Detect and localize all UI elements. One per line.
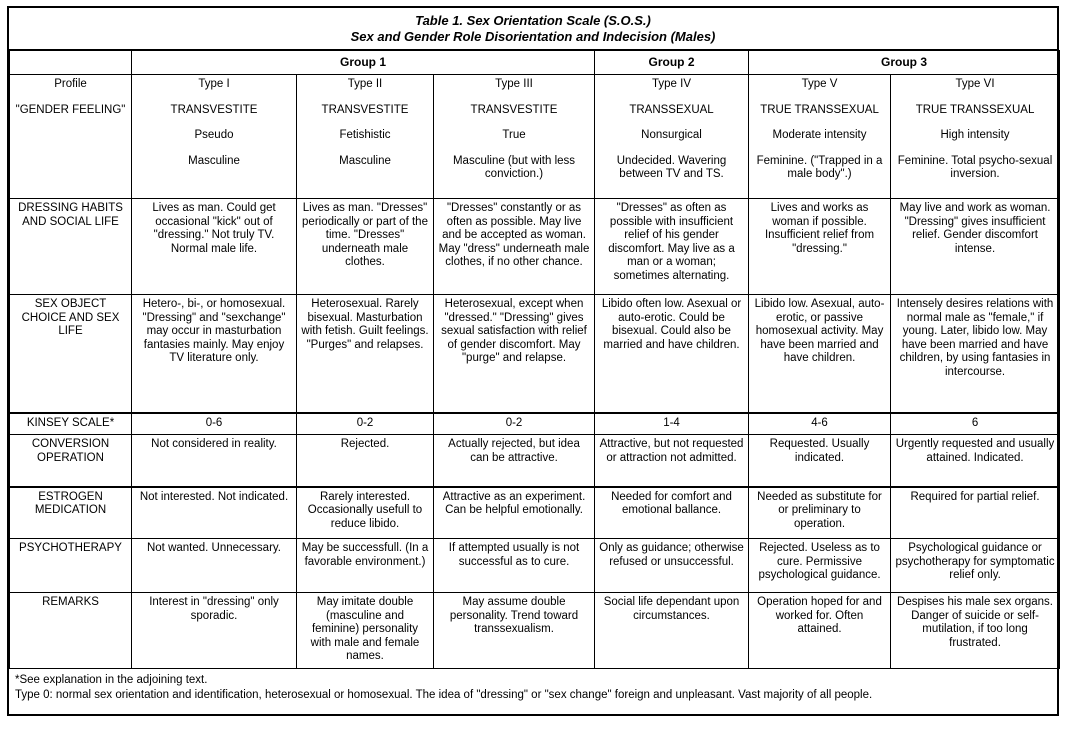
- profile-cell-type1: [132, 75, 297, 199]
- type-header: Type I: [198, 78, 230, 90]
- type-feeling: Masculine: [339, 154, 391, 167]
- footnote-line-1: *See explanation in the adjoining text.: [15, 674, 208, 686]
- table-cell: May imitate double (masculine and feminine) personality with male and female names.: [297, 593, 434, 669]
- type-feeling: Masculine: [188, 154, 240, 167]
- row-label: KINSEY SCALE*: [10, 413, 132, 435]
- table-cell: Not wanted. Unnecessary.: [132, 539, 297, 593]
- profile-cell-type5: [749, 75, 891, 199]
- table-cell: "Dresses" constantly or as often as possible. May live and be accepted as woman. May "dress" underneath male clothes, if no other chance.: [434, 199, 595, 295]
- table-cell: 4-6: [749, 413, 891, 435]
- table-cell: May be successfull. (In a favorable environment.): [297, 539, 434, 593]
- table-title-block: [9, 8, 1057, 50]
- type-subtype: Nonsurgical: [641, 129, 702, 141]
- type-feeling: Masculine (but with less conviction.): [452, 154, 576, 180]
- table-cell: Lives as man. "Dresses" periodically or part of the time. "Dresses" underneath male clothes.: [297, 199, 434, 295]
- table-cell: Despises his male sex organs. Danger of suicide or self-mutilation, if too long frustrated.: [891, 593, 1060, 669]
- table-cell: 0-2: [297, 413, 434, 435]
- table-cell: Libido low. Asexual, auto-erotic, or passive homosexual activity. May have been married and have children.: [749, 295, 891, 413]
- table-row-psychotherapy: [10, 539, 1060, 593]
- type-header: Type II: [347, 78, 383, 90]
- type-subtype: High intensity: [940, 129, 1010, 141]
- corner-cell: [10, 51, 132, 75]
- group-header-row: [10, 51, 1060, 75]
- footnote-block: [9, 669, 1057, 714]
- table-cell: "Dresses" as often as possible with insufficient relief of his gender discomfort. May live as a man or a woman; sometimes alternating.: [595, 199, 749, 295]
- table-cell: Heterosexual, except when "dressed." "Dressing" gives sexual satisfaction with relief of gender discomfort. May "purge" and relapse.: [434, 295, 595, 413]
- table-cell: Interest in "dressing" only sporadic.: [132, 593, 297, 669]
- table-cell: Needed for comfort and emotional ballance.: [595, 487, 749, 539]
- profile-cell-type6: [891, 75, 1060, 199]
- type-subtype: True: [502, 129, 526, 141]
- type-subtype: Fetishistic: [339, 129, 391, 141]
- type-header: Type IV: [652, 78, 692, 90]
- type-feeling: Feminine. ("Trapped in a male body".): [756, 154, 883, 180]
- table-cell: Attractive, but not requested or attraction not admitted.: [595, 435, 749, 487]
- type-subtype: Moderate intensity: [772, 129, 867, 141]
- table-cell: 6: [891, 413, 1060, 435]
- table-cell: 0-6: [132, 413, 297, 435]
- table-cell: Urgently requested and usually attained. Indicated.: [891, 435, 1060, 487]
- profile-cell-type3: [434, 75, 595, 199]
- table-cell: Rejected.: [297, 435, 434, 487]
- table-cell: Needed as substitute for or preliminary to operation.: [749, 487, 891, 539]
- footnote-line-2: Type 0: normal sex orientation and identification, heterosexual or homosexual. The idea of "dressing" or "sex change" foreign and unpleasant. Vast majority of all people.: [15, 689, 873, 701]
- group-header-1: Group 1: [132, 51, 595, 75]
- profile-cell-type2: [297, 75, 434, 199]
- type-category: TRANSVESTITE: [321, 103, 409, 116]
- sos-table: [9, 50, 1060, 669]
- row-label: ESTROGEN MEDICATION: [10, 487, 132, 539]
- table-cell: Requested. Usually indicated.: [749, 435, 891, 487]
- row-label-profile: [10, 75, 132, 199]
- table-row-sex-object: [10, 295, 1060, 413]
- group-header-3: Group 3: [749, 51, 1060, 75]
- table-cell: Lives and works as woman if possible. Insufficient relief from "dressing.": [749, 199, 891, 295]
- profile-label-line1: Profile: [54, 78, 87, 90]
- profile-label-line2: "GENDER FEELING": [15, 103, 126, 116]
- table-cell: Heterosexual. Rarely bisexual. Masturbation with fetish. Guilt feelings. "Purges" and relapses.: [297, 295, 434, 413]
- type-category: TRANSSEXUAL: [629, 103, 714, 116]
- type-category: TRANSVESTITE: [170, 103, 258, 116]
- group-header-2: Group 2: [595, 51, 749, 75]
- table-cell: Required for partial relief.: [891, 487, 1060, 539]
- table-row-estrogen-medication: [10, 487, 1060, 539]
- table-cell: Rarely interested. Occasionally usefull to reduce libido.: [297, 487, 434, 539]
- table-cell: 0-2: [434, 413, 595, 435]
- table-cell: Psychological guidance or psychotherapy for symptomatic relief only.: [891, 539, 1060, 593]
- row-label: PSYCHOTHERAPY: [10, 539, 132, 593]
- type-category: TRUE TRANSSEXUAL: [760, 103, 879, 116]
- table-cell: Social life dependant upon circumstances.: [595, 593, 749, 669]
- type-header: Type III: [495, 78, 533, 90]
- sos-table-frame: [7, 6, 1059, 716]
- table-cell: Libido often low. Asexual or auto-erotic. Could be bisexual. Could also be married and have children.: [595, 295, 749, 413]
- table-cell: Attractive as an experiment. Can be helpful emotionally.: [434, 487, 595, 539]
- type-header: Type V: [801, 78, 838, 90]
- table-cell: 1-4: [595, 413, 749, 435]
- table-cell: Only as guidance; otherwise refused or unsuccessful.: [595, 539, 749, 593]
- table-subtitle: Sex and Gender Role Disorientation and Indecision (Males): [350, 29, 716, 44]
- type-feeling: Undecided. Wavering between TV and TS.: [616, 154, 727, 180]
- row-label: DRESSING HABITS AND SOCIAL LIFE: [10, 199, 132, 295]
- table-cell: Hetero-, bi-, or homosexual. "Dressing" and "sexchange" may occur in masturbation fantasies mainly. May enjoy TV literature only.: [132, 295, 297, 413]
- row-label: REMARKS: [10, 593, 132, 669]
- table-row-dressing: [10, 199, 1060, 295]
- table-row-conversion-operation: [10, 435, 1060, 487]
- table-cell: Intensely desires relations with normal male as "female," if young. Later, libido low. May have been married and have children, by using fantasies in intercourse.: [891, 295, 1060, 413]
- type-category: TRUE TRANSSEXUAL: [915, 103, 1035, 116]
- type-feeling: Feminine. Total psycho-sexual inversion.: [897, 154, 1053, 180]
- type-header: Type VI: [955, 78, 995, 90]
- type-category: TRANSVESTITE: [470, 103, 558, 116]
- table-cell: Actually rejected, but idea can be attractive.: [434, 435, 595, 487]
- table-cell: Not interested. Not indicated.: [132, 487, 297, 539]
- table-cell: May assume double personality. Trend toward transsexualism.: [434, 593, 595, 669]
- table-cell: Lives as man. Could get occasional "kick" out of "dressing." Not truly TV. Normal male life.: [132, 199, 297, 295]
- table-cell: Rejected. Useless as to cure. Permissive psychological guidance.: [749, 539, 891, 593]
- table-cell: Not considered in reality.: [132, 435, 297, 487]
- table-cell: May live and work as woman. "Dressing" gives insufficient relief. Gender discomfort intense.: [891, 199, 1060, 295]
- type-subtype: Pseudo: [194, 129, 234, 141]
- profile-cell-type4: [595, 75, 749, 199]
- table-row-kinsey-scale: [10, 413, 1060, 435]
- row-label: CONVERSION OPERATION: [10, 435, 132, 487]
- table-cell: If attempted usually is not successful as to cure.: [434, 539, 595, 593]
- table-cell: Operation hoped for and worked for. Often attained.: [749, 593, 891, 669]
- row-label: SEX OBJECT CHOICE AND SEX LIFE: [10, 295, 132, 413]
- profile-row: [10, 75, 1060, 199]
- table-row-remarks: [10, 593, 1060, 669]
- table-title: Table 1. Sex Orientation Scale (S.O.S.): [415, 13, 651, 28]
